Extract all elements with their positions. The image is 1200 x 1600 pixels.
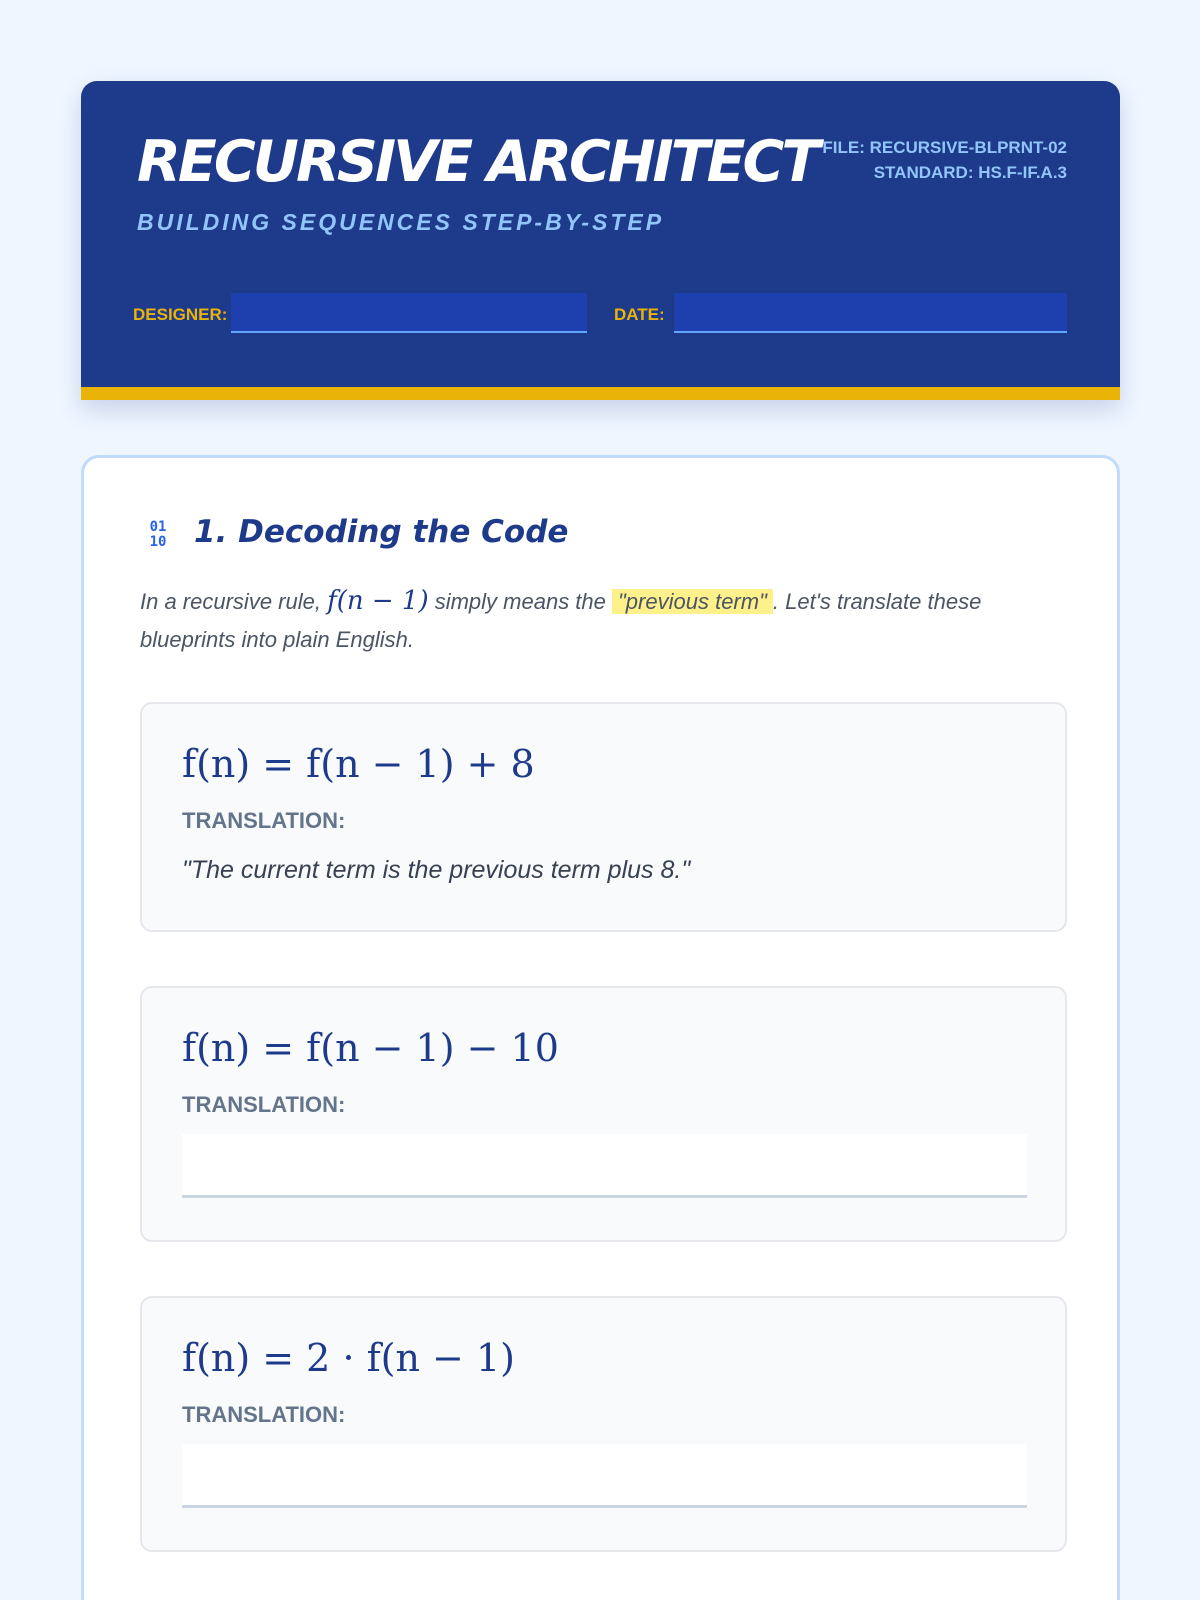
translation-example: "The current term is the previous term plus 8." bbox=[182, 856, 691, 884]
designer-input[interactable] bbox=[231, 293, 587, 333]
formula-box bbox=[140, 986, 1067, 1242]
translation-label: TRANSLATION: bbox=[182, 1092, 346, 1117]
date-input[interactable] bbox=[674, 293, 1067, 333]
formula-expression: f(n) = f(n − 1) + 8 bbox=[182, 742, 535, 786]
formula-expression: f(n) = 2 · f(n − 1) bbox=[182, 1336, 515, 1380]
file-id: FILE: RECURSIVE-BLPRNT-02 bbox=[822, 138, 1067, 157]
file-meta bbox=[822, 135, 1067, 185]
designer-label: DESIGNER: bbox=[133, 305, 228, 324]
worksheet-title: RECURSIVE ARCHITECT bbox=[137, 129, 818, 195]
section-title: 1. Decoding the Code bbox=[194, 514, 569, 550]
formula-box bbox=[140, 702, 1067, 932]
formula-box bbox=[140, 1296, 1067, 1552]
date-label: DATE: bbox=[614, 305, 665, 324]
translation-label: TRANSLATION: bbox=[182, 1402, 346, 1427]
section-intro: In a recursive rule, f(n − 1) simply means the "previous term" . Let's translate these blueprints into plain English. bbox=[140, 586, 982, 652]
worksheet-header bbox=[81, 81, 1120, 400]
standard-code: STANDARD: HS.F-IF.A.3 bbox=[873, 163, 1067, 182]
translation-input[interactable] bbox=[182, 1444, 1027, 1508]
inline-math: f(n − 1) bbox=[327, 586, 429, 616]
highlighted-term: "previous term" bbox=[612, 589, 773, 614]
section-card bbox=[81, 455, 1120, 1600]
worksheet-subtitle: BUILDING SEQUENCES STEP-BY-STEP bbox=[137, 209, 665, 235]
translation-input[interactable] bbox=[182, 1134, 1027, 1198]
formula-expression: f(n) = f(n − 1) − 10 bbox=[182, 1026, 559, 1070]
binary-code-icon: 01 10 bbox=[149, 519, 167, 550]
translation-label: TRANSLATION: bbox=[182, 808, 346, 833]
